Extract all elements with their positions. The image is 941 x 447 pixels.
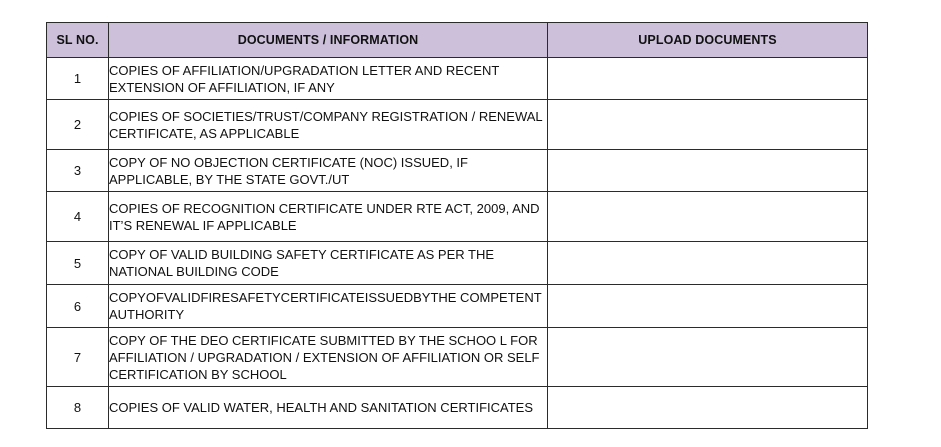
upload-cell[interactable] (548, 328, 868, 387)
header-sl-no: SL NO. (47, 23, 109, 58)
upload-cell[interactable] (548, 100, 868, 150)
table-row (47, 387, 868, 429)
sl-number: 4 (47, 192, 109, 242)
upload-cell[interactable] (548, 58, 868, 100)
document-description: COPIES OF SOCIETIES/TRUST/COMPANY REGISTRATION / RENEWAL CERTIFICATE, AS APPLICABLE (109, 100, 548, 150)
table-row (47, 192, 868, 242)
document-description: COPY OF THE DEO CERTIFICATE SUBMITTED BY THE SCHOO L FOR AFFILIATION / UPGRADATION / EXTENSION OF AFFILIATION OR SELF CERTIFICATION BY SCHOOL (109, 328, 548, 387)
sl-number: 6 (47, 285, 109, 328)
documents-table (46, 22, 868, 429)
upload-cell[interactable] (548, 242, 868, 285)
document-description: COPYOFVALIDFIRESAFETYCERTIFICATEISSUEDBYTHE COMPETENT AUTHORITY (109, 285, 548, 328)
document-description: COPIES OF VALID WATER, HEALTH AND SANITATION CERTIFICATES (109, 387, 548, 429)
document-description: COPIES OF RECOGNITION CERTIFICATE UNDER RTE ACT, 2009, AND IT’S RENEWAL IF APPLICABLE (109, 192, 548, 242)
table-header-row (47, 23, 868, 58)
upload-cell[interactable] (548, 285, 868, 328)
upload-cell[interactable] (548, 192, 868, 242)
sl-number: 7 (47, 328, 109, 387)
sl-number: 5 (47, 242, 109, 285)
table-row (47, 242, 868, 285)
sl-number: 8 (47, 387, 109, 429)
header-upload-documents: UPLOAD DOCUMENTS (548, 23, 868, 58)
sl-number: 1 (47, 58, 109, 100)
document-description: COPIES OF AFFILIATION/UPGRADATION LETTER AND RECENT EXTENSION OF AFFILIATION, IF ANY (109, 58, 548, 100)
header-documents: DOCUMENTS / INFORMATION (109, 23, 548, 58)
table-row (47, 285, 868, 328)
upload-cell[interactable] (548, 150, 868, 192)
table-row (47, 150, 868, 192)
table-row (47, 328, 868, 387)
document-description: COPY OF VALID BUILDING SAFETY CERTIFICATE AS PER THE NATIONAL BUILDING CODE (109, 242, 548, 285)
document-description: COPY OF NO OBJECTION CERTIFICATE (NOC) ISSUED, IF APPLICABLE, BY THE STATE GOVT./UT (109, 150, 548, 192)
sl-number: 2 (47, 100, 109, 150)
sl-number: 3 (47, 150, 109, 192)
table-row (47, 100, 868, 150)
table-row (47, 58, 868, 100)
upload-cell[interactable] (548, 387, 868, 429)
